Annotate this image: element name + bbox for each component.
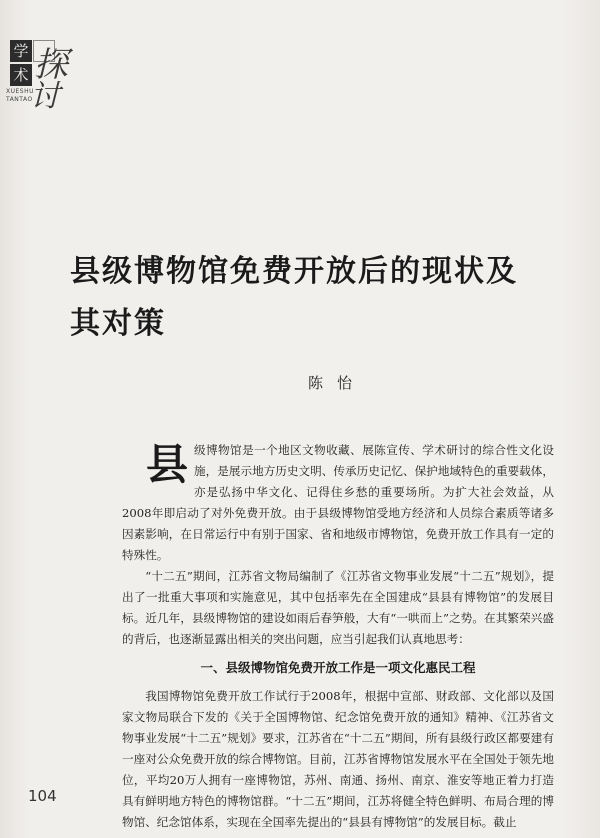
paragraph-1 — [122, 440, 554, 566]
paragraph-1-text: 级博物馆是一个地区文物收藏、展陈宣传、学术研讨的综合性文化设施，是展示地方历史文明、传承历史记忆、保护地域特色的重要载体，亦是弘扬中华文化、记得住乡愁的重要场所。为扩大社会效益，从2008年即启动了对外免费开放。由于县级博物馆受地方经济和人员综合素质等诸多因素影响，在日常运行中有别于国家、省和地级市博物馆，免费开放工作具有一定的特殊性。 — [122, 443, 554, 562]
section-heading-1: 一、县级博物馆免费开放工作是一项文化惠民工程 — [200, 660, 476, 675]
section-mark — [6, 40, 76, 114]
article-title: 县级博物馆免费开放后的现状及其对策 — [70, 254, 518, 341]
section-mark-pinyin: XUESHU TANTAO — [6, 88, 35, 103]
section-mark-char-2: 术 — [10, 64, 32, 86]
paragraph-3: 我国博物馆免费开放工作试行于2008年，根据中宣部、财政部、文化部以及国家文物局联合下发的《关于全国博物馆、纪念馆免费开放的通知》精神、《江苏省文物事业发展“十二五”规划》要求，江苏省在“十二五”期间，所有县级行政区都要建有一座对公众免费开放的综合博物馆。目前，江苏省博物馆发展水平在全国处于领先地位，平均20万人拥有一座博物馆，苏州、南通、扬州、南京、淮安等地正着力打造具有鲜明地方特色的博物馆群。“十二五”期间，江苏将健全特色鲜明、布局合理的博物馆、纪念馆体系，实现在全国率先提出的“县县有博物馆”的发展目标。截止 — [122, 689, 554, 829]
paragraph-2: “十二五”期间，江苏省文物局编制了《江苏省文物事业发展“十二五”规划》，提出了一批重大事项和实施意见，其中包括率先在全国建成“县县有博物馆”的发展目标。近几年，县级博物馆的建设如雨后春笋般，大有“一哄而上”之势。在其繁荣兴盛的背后，也逐渐显露出相关的突出问题，应当引起我们认真地思考： — [122, 569, 554, 646]
section-mark-big-char-1: 探 — [34, 45, 68, 85]
page-number: 104 — [28, 787, 57, 805]
section-mark-char-1: 学 — [10, 40, 32, 62]
article-author: 陈怡 — [308, 374, 367, 392]
drop-cap: 县 — [146, 440, 189, 489]
article-body — [122, 440, 554, 833]
section-mark-big-char-2: 讨 — [30, 79, 60, 114]
